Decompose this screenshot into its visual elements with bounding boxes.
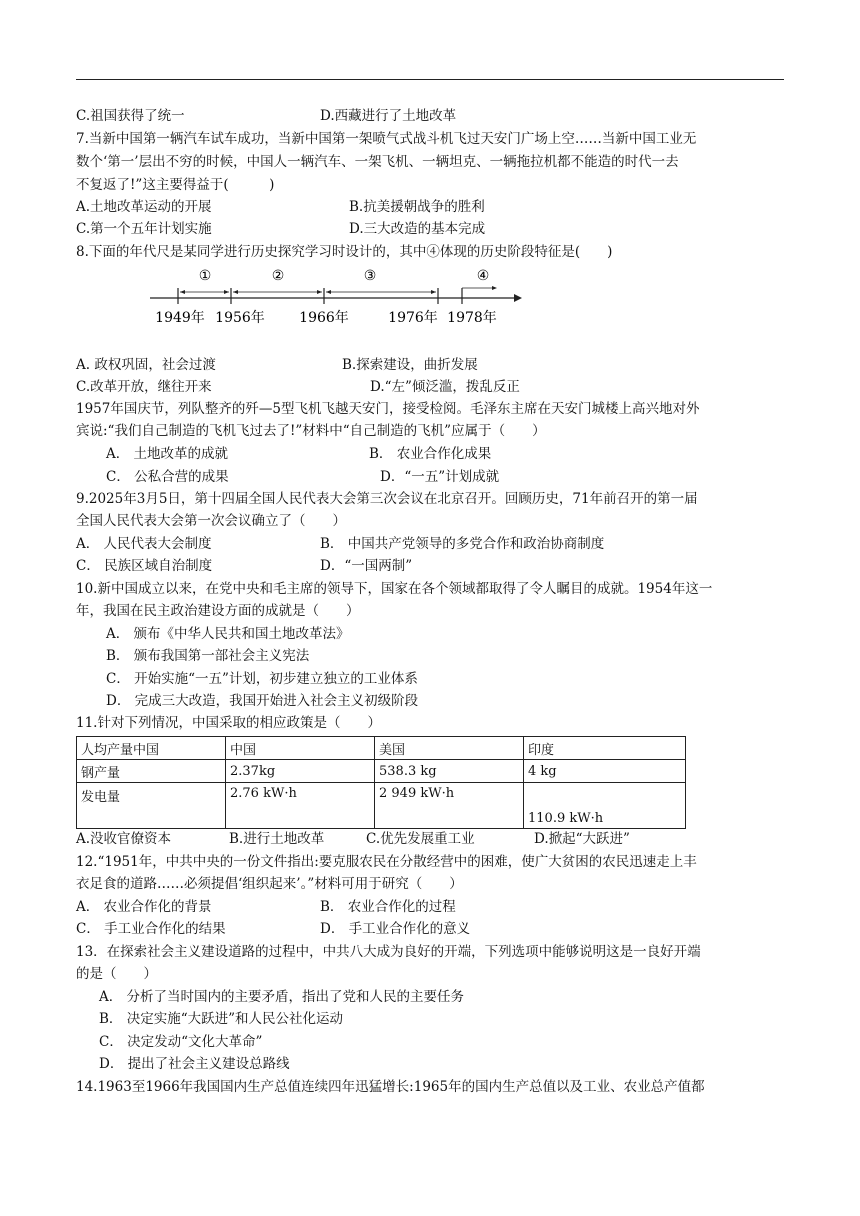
q10-stem-line1: 10.新中国成立以来，在党中央和毛主席的领导下，国家在各个领域都取得了令人瞩目的成就。1954年这一	[76, 581, 713, 597]
table-cell: 2.76 kW·h	[226, 783, 375, 829]
q10-option-a: A． 颁布《中华人民共和国土地改革法》	[106, 626, 350, 642]
q10-option-c: C． 开始实施“一五”计划，初步建立独立的工业体系	[106, 671, 418, 687]
q11-option-a: A.没收官僚资本	[76, 831, 172, 847]
q8-option-c: C.改革开放，继往开来	[76, 379, 212, 395]
segment-arrow-3-left	[326, 290, 331, 294]
q11-stem: 11.针对下列情况，中国采取的相应政策是（ ）	[76, 715, 381, 731]
year-label-1956: 1956年	[215, 310, 265, 326]
q-plane-option-c: C． 公私合营的成果	[106, 469, 229, 485]
table-header-cell: 中国	[226, 737, 375, 760]
segment-arrow-2-right	[317, 290, 322, 294]
year-label-1966: 1966年	[299, 310, 349, 326]
q7-option-a: A.土地改革运动的开展	[76, 199, 212, 215]
q7-stem-line3: 不复返了!”这主要得益于( )	[76, 177, 275, 193]
q13-option-b: B． 决定实施“大跃进”和人民公社化运动	[99, 1011, 344, 1027]
table-cell: 4 kg	[524, 760, 686, 783]
q9-option-d: D．“一国两制”	[320, 558, 413, 574]
year-label-1976: 1976年	[388, 310, 438, 326]
q7-option-c: C.第一个五年计划实施	[76, 221, 212, 237]
q13-option-d: D． 提出了社会主义建设总路线	[99, 1056, 290, 1072]
q13-stem-line2: 的是（ ）	[76, 966, 157, 982]
q9-stem-line2: 全国人民代表大会第一次会议确立了（ ）	[76, 513, 346, 529]
q11-option-d: D.掀起“大跃进”	[534, 831, 630, 847]
table-row	[77, 760, 686, 783]
q13-stem-line1: 13．在探索社会主义建设道路的过程中，中共八大成为良好的开端，下列选项中能够说明这是一良好开端	[76, 944, 701, 960]
year-label-1949: 1949年	[155, 310, 205, 326]
q13-option-c: C． 决定发动“文化大革命”	[99, 1034, 263, 1050]
q-plane-stem-line2: 宾说:“我们自己制造的飞机飞过去了!”材料中“自己制造的飞机”应属于（ ）	[76, 423, 546, 439]
timeline-arrowhead	[514, 294, 522, 302]
year-label-1978: 1978年	[447, 310, 497, 326]
q-plane-option-d: D．“一五”计划成就	[380, 469, 500, 485]
segment-arrow-4-right	[492, 286, 497, 290]
q-plane-option-b: B． 农业合作化成果	[369, 446, 492, 462]
segment-label-2: ②	[271, 268, 285, 284]
header-rule	[76, 79, 784, 80]
table-cell: 538.3 kg	[375, 760, 524, 783]
q10-option-b: B． 颁布我国第一部社会主义宪法	[106, 648, 310, 664]
segment-arrow-2-left	[233, 290, 238, 294]
table-header-row	[77, 737, 686, 760]
q12-option-d: D． 手工业合作化的意义	[320, 921, 471, 937]
q12-option-a: A． 农业合作化的背景	[76, 899, 212, 915]
q11-table	[76, 736, 686, 829]
q10-option-d: D． 完成三大改造，我国开始进入社会主义初级阶段	[106, 693, 419, 709]
table-cell: 110.9 kW·h	[524, 783, 686, 829]
q14-stem-line1: 14.1963至1966年我国国内生产总值连续四年迅猛增长:1965年的国内生产总值以及工业、农业总产值都	[76, 1079, 705, 1095]
q8-option-a: A. 政权巩固，社会过渡	[76, 357, 216, 373]
q9-option-a: A． 人民代表大会制度	[76, 536, 212, 552]
q7-stem-line1: 7.当新中国第一辆汽车试车成功，当新中国第一架喷气式战斗机飞过天安门广场上空……当新中国工业无	[76, 131, 697, 147]
table-cell: 钢产量	[77, 760, 226, 783]
q-plane-stem-line1: 1957年国庆节，列队整齐的歼—5型飞机飞越天安门，接受检阅。毛泽东主席在天安门城楼上高兴地对外	[76, 401, 700, 417]
q9-option-c: C． 民族区域自治制度	[76, 558, 213, 574]
q12-stem-line1: 12.“1951年，中共中央的一份文件指出:要克服农民在分散经营中的困难，使广大贫困的农民迅速走上丰	[76, 854, 697, 870]
q7-option-d: D.三大改造的基本完成	[349, 221, 486, 237]
segment-arrow-3-right	[431, 290, 436, 294]
segment-arrow-1-right	[224, 290, 229, 294]
table-header-cell: 人均产量中国	[77, 737, 226, 760]
table-row	[77, 783, 686, 829]
q12-option-b: B． 农业合作化的过程	[320, 899, 456, 915]
q8-option-b: B.探索建设，曲折发展	[342, 357, 478, 373]
q6-option-d: D.西藏进行了土地改革	[320, 108, 457, 124]
q-plane-option-a: A． 土地改革的成就	[106, 446, 229, 462]
q8-timeline	[150, 264, 530, 334]
segment-label-4: ④	[476, 268, 490, 284]
segment-arrow-1-left	[180, 290, 185, 294]
table-header-cell: 印度	[524, 737, 686, 760]
table-header-cell: 美国	[375, 737, 524, 760]
q9-option-b: B． 中国共产党领导的多党合作和政治协商制度	[320, 536, 605, 552]
q7-option-b: B.抗美援朝战争的胜利	[349, 199, 485, 215]
q7-stem-line2: 数个‘第一’层出不穷的时候，中国人一辆汽车、一架飞机、一辆坦克、一辆拖拉机都不能造的时代一去	[76, 154, 679, 170]
q11-option-c: C.优先发展重工业	[366, 831, 475, 847]
q6-option-c: C.祖国获得了统一	[76, 108, 185, 124]
q8-option-d: D.“左”倾泛滥，拨乱反正	[370, 379, 520, 395]
table-cell: 2 949 kW·h	[375, 783, 524, 829]
table-cell: 2.37kg	[226, 760, 375, 783]
q8-stem: 8.下面的年代尺是某同学进行历史探究学习时设计的，其中④体现的历史阶段特征是( )	[76, 244, 613, 260]
segment-label-3: ③	[363, 268, 377, 284]
q13-option-a: A． 分析了当时国内的主要矛盾，指出了党和人民的主要任务	[99, 989, 465, 1005]
table-cell: 发电量	[77, 783, 226, 829]
q12-stem-line2: 衣足食的道路……必须提倡‘组织起来’。”材料可用于研究（ ）	[76, 876, 463, 892]
segment-label-1: ①	[198, 268, 212, 284]
q10-stem-line2: 年，我国在民主政治建设方面的成就是（ ）	[76, 603, 360, 619]
q11-option-b: B.进行土地改革	[229, 831, 325, 847]
q9-stem-line1: 9.2025年3月5日，第十四届全国人民代表大会第三次会议在北京召开。回顾历史，71年前召开的第一届	[76, 491, 698, 507]
q12-option-c: C． 手工业合作化的结果	[76, 921, 226, 937]
